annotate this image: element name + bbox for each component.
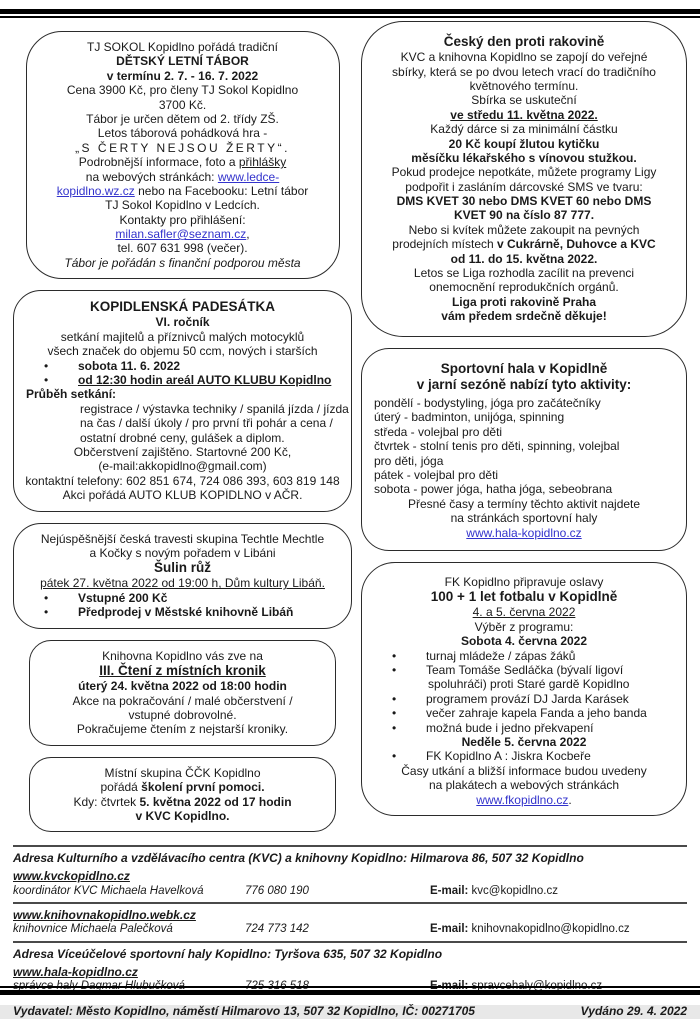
text-line	[366, 468, 682, 482]
text-line	[366, 589, 682, 605]
text-line	[366, 706, 682, 720]
issue-date: Vydáno 29. 4. 2022	[580, 1004, 687, 1019]
bullet-icon: •	[392, 648, 397, 663]
text-line	[34, 795, 331, 809]
text-line	[366, 151, 682, 165]
text-segment: vstupné dobrovolné.	[128, 708, 237, 723]
text-line	[366, 649, 682, 663]
text-segment: květnového termínu.	[469, 78, 579, 93]
text-segment: sbírky, která se po dvou letech vrací do tradičního	[392, 64, 656, 79]
text-segment: Tábor je pořádán s finanční podporou města	[64, 255, 301, 270]
text-segment: Sportovní hala v Kopidlně	[440, 360, 608, 376]
text-segment: Nebo si kvítek můžete zakoupit na pevných	[408, 222, 640, 237]
text-line	[34, 694, 331, 708]
box-chronicle-reading	[29, 640, 336, 746]
text-line	[18, 402, 347, 416]
bullet-text	[78, 359, 180, 373]
bullet-icon: •	[392, 691, 397, 706]
text-line	[366, 526, 682, 540]
text-line	[31, 256, 335, 270]
text-segment: úterý 24. května 2022 od 18:00 hodin	[78, 679, 287, 694]
text-segment: TJ SOKOL Kopidlno pořádá tradiční	[87, 40, 278, 54]
text-line	[18, 299, 347, 315]
text-segment: Kontakty pro přihlášení:	[119, 212, 246, 227]
content-columns	[0, 18, 700, 843]
box-sports-hall	[361, 348, 687, 551]
text-segment: nebo na Facebooku: Letní tábor	[134, 183, 309, 198]
text-segment: Knihovna Kopidlno vás zve na	[102, 648, 263, 663]
text-line	[31, 98, 335, 112]
text-line	[31, 213, 335, 227]
text-segment: Liga proti rakovině Praha	[451, 294, 597, 309]
text-segment: (e-mail:akkopidlno@gmail.com)	[98, 459, 267, 474]
text-segment: VI. ročník	[155, 315, 210, 330]
text-segment: onemocnění reprodukčních orgánů.	[429, 280, 619, 295]
text-line	[366, 575, 682, 589]
text-line	[31, 112, 335, 126]
text-line	[366, 223, 682, 237]
text-segment: Vstupné 200 Kč	[78, 590, 168, 605]
text-line	[366, 634, 682, 648]
text-line	[18, 359, 347, 373]
text-segment: středa - volejbal pro děti	[374, 424, 503, 439]
text-segment: tel. 607 631 998 (večer).	[117, 241, 248, 256]
bottom-double-rule	[0, 986, 700, 995]
text-line	[18, 532, 347, 546]
hyperlink[interactable]: kopidlno.wz.cz	[56, 183, 135, 198]
text-line	[31, 126, 335, 140]
box-cancer-day	[361, 21, 687, 337]
top-double-rule	[0, 9, 700, 18]
text-line	[366, 309, 682, 323]
text-segment: v termínu 2. 7. - 16. 7. 2022	[106, 68, 259, 83]
text-segment: Cena 3900 Kč, pro členy TJ Sokol Kopidlno	[66, 83, 299, 98]
text-line	[366, 122, 682, 136]
library-phone: 724 773 142	[245, 923, 309, 936]
bullet-icon: •	[44, 358, 49, 373]
text-line	[366, 34, 682, 50]
bullet-text	[426, 692, 629, 706]
text-segment: Podrobnější informace, foto a	[78, 155, 239, 170]
email-label: E-mail:	[430, 884, 469, 897]
text-line	[366, 454, 682, 468]
kvc-phone: 776 080 190	[245, 884, 309, 897]
text-line	[34, 663, 331, 679]
text-line	[366, 439, 682, 453]
text-segment: měsíčku lékařského s vínovou stužkou.	[411, 150, 637, 165]
text-line	[18, 445, 347, 459]
text-line	[366, 511, 682, 525]
text-segment: 5. května 2022 od 17 hodin	[139, 794, 292, 809]
text-line	[366, 180, 682, 194]
text-segment: KVET 90 na číslo 87 777.	[453, 208, 595, 223]
text-line	[18, 459, 347, 473]
text-line	[366, 778, 682, 792]
text-segment: školení první pomoci.	[141, 780, 265, 795]
text-segment: ve středu 11. května 2022.	[450, 107, 598, 122]
text-line	[366, 721, 682, 735]
divider	[13, 941, 687, 943]
text-line	[31, 227, 335, 241]
text-line	[366, 50, 682, 64]
bullet-icon: •	[44, 373, 49, 387]
text-line	[366, 194, 682, 208]
text-segment: v jarní sezóně nabízí tyto aktivity:	[416, 376, 632, 392]
text-segment: na čas / další úkoly / pro první tři pohár a cena /	[80, 416, 333, 431]
text-line	[366, 137, 682, 151]
text-segment: KVC a knihovna Kopidlno se zapojí do veřejné	[400, 50, 648, 65]
text-segment: na plakátech a webových stránkách	[428, 778, 620, 793]
text-segment: Předprodej v Městské knihovně Libáň	[78, 605, 294, 620]
bullet-icon: •	[44, 605, 49, 620]
text-line	[366, 361, 682, 377]
text-segment: čtvrtek - stolní tenis pro děti, spinning, volejbal	[374, 439, 620, 454]
text-segment: Výběr z programu:	[474, 619, 574, 634]
text-line	[366, 252, 682, 266]
text-segment: setkání majitelů a příznivců malých motocyklů	[60, 329, 305, 344]
text-line	[366, 425, 682, 439]
text-segment: sobota 11. 6. 2022	[78, 358, 181, 373]
text-segment: všech značek do objemu 50 ccm, nových i starších	[47, 344, 318, 359]
text-line	[34, 649, 331, 663]
hyperlink[interactable]: www.ledce-	[217, 169, 280, 184]
text-line	[366, 65, 682, 79]
text-line	[34, 809, 331, 823]
text-line	[34, 780, 331, 794]
text-line	[366, 620, 682, 634]
text-segment: III. Čtení z místních kronik	[99, 663, 266, 679]
text-segment: TJ Sokol Kopidlno v Ledcích.	[105, 198, 260, 213]
text-line	[366, 165, 682, 179]
text-segment: Přesné časy a termíny těchto aktivit najdete	[407, 496, 641, 511]
text-segment: programem provází DJ Jarda Karásek	[426, 691, 629, 706]
bullet-text	[78, 373, 331, 387]
text-segment: pro děti, jóga	[374, 453, 444, 468]
text-segment: Časy utkání a bližší informace budou uvedeny	[401, 763, 647, 778]
text-segment: Akce na pokračování / malé občerstvení /	[72, 693, 293, 708]
text-segment: podpořit i zasláním dárcovské SMS ve tvaru:	[405, 179, 643, 194]
library-contact-row	[13, 923, 687, 937]
text-line	[366, 749, 682, 763]
text-segment: od 12:30 hodin areál AUTO KLUBU Kopidlno	[78, 373, 332, 387]
text-segment: pondělí - bodystyling, jóga pro začátečníky	[374, 395, 601, 410]
bullet-icon: •	[392, 720, 397, 735]
box-kopidlenska-padesatka	[13, 290, 352, 511]
text-segment: pořádá	[100, 780, 142, 795]
bullet-icon: •	[392, 749, 397, 764]
email-label: E-mail:	[430, 923, 469, 936]
text-segment: 20 Kč koupí žlutou kytičku	[448, 136, 600, 151]
text-segment: od 11. do 15. května 2022.	[450, 251, 598, 266]
text-line	[366, 295, 682, 309]
text-segment: 4. a 5. června 2022	[472, 605, 576, 620]
box-football-anniversary	[361, 562, 687, 816]
bullet-text	[426, 721, 593, 735]
text-line	[34, 679, 331, 693]
box-travesti-show	[13, 523, 352, 629]
hyperlink[interactable]: www.fkopidlno.cz	[476, 792, 569, 807]
text-segment: Každý dárce si za minimální částku	[430, 122, 618, 137]
text-line	[366, 663, 682, 677]
text-segment: 100 + 1 let fotbalu v Kopidlně	[430, 589, 618, 605]
text-segment: Letos táborová pohádková hra -	[97, 126, 268, 141]
text-line	[18, 344, 347, 358]
text-line	[366, 280, 682, 294]
text-segment: FK Kopidlno A : Jiskra Kocbeře	[426, 749, 591, 764]
kvc-email	[430, 885, 558, 899]
library-email	[430, 923, 630, 937]
text-line	[31, 83, 335, 97]
text-line	[31, 40, 335, 54]
left-column	[13, 18, 352, 843]
text-segment: úterý - badminton, unijóga, spinning	[374, 410, 565, 425]
bullet-text	[78, 605, 293, 619]
text-line	[18, 315, 347, 329]
text-line	[366, 692, 682, 706]
text-line	[366, 93, 682, 107]
text-line	[366, 605, 682, 619]
kvc-address-title: Adresa Kulturního a vzdělávacího centra (KVC) a knihovny Kopidlno: Hilmarova 86, 507 32 Kopidlno	[13, 850, 584, 865]
email-address[interactable]: knihovnakopidlno@kopidlno.cz	[471, 923, 630, 936]
text-segment: Šulin růž	[154, 560, 211, 576]
text-segment: „S ČERTY NEJSOU ŽERTY“.	[75, 140, 290, 155]
bullet-text	[78, 591, 167, 605]
text-segment: .	[568, 792, 572, 807]
divider	[13, 845, 687, 847]
text-segment: Neděle 5. června 2022	[461, 734, 587, 749]
text-line	[366, 497, 682, 511]
bullet-text	[426, 649, 575, 663]
text-segment: možná bude i jedno překvapení	[426, 720, 594, 735]
text-segment: Pokračujeme čtením z nejstarší kroniky.	[76, 722, 289, 737]
text-segment: přihlášky	[238, 155, 287, 170]
text-segment: Místní skupina ČČK Kopidlno	[104, 765, 261, 780]
text-segment: Nejúspěšnější česká travesti skupina Techtle Mechtle	[40, 531, 325, 546]
text-segment: Akci pořádá AUTO KLUB KOPIDLNO v AČR.	[62, 488, 303, 503]
text-line	[366, 208, 682, 222]
text-line	[18, 560, 347, 576]
text-line	[366, 396, 682, 410]
bullet-icon: •	[392, 663, 397, 678]
text-line	[366, 735, 682, 749]
bullet-text	[426, 749, 591, 763]
text-segment: sobota - power jóga, hatha jóga, sebeobrana	[374, 482, 613, 497]
text-segment: pátek - volejbal pro děti	[374, 467, 499, 482]
text-segment: ,	[246, 227, 250, 242]
text-line	[366, 764, 682, 778]
hyperlink[interactable]: www.hala-kopidlno.cz	[466, 525, 582, 540]
text-segment: a Kočky s novým pořadem v Libáni	[89, 545, 276, 560]
text-line	[31, 54, 335, 68]
text-segment: Občerstvení zajištěno. Startovné 200 Kč,	[73, 444, 292, 459]
text-segment: Pokud prodejce nepotkáte, můžete programy Ligy	[391, 165, 657, 180]
text-line	[18, 546, 347, 560]
text-segment: pátek 27. května 2022 od 19:00 h, Dům kultury Libáň.	[40, 576, 325, 591]
kvc-coordinator-name: koordinátor KVC Michaela Havelková	[13, 884, 204, 897]
text-line	[34, 722, 331, 736]
text-line	[366, 482, 682, 496]
text-segment: FK Kopidlno připravuje oslavy	[444, 574, 604, 589]
text-segment: Český den proti rakovině	[443, 34, 605, 49]
text-segment: DĚTSKÝ LETNÍ TÁBOR	[116, 54, 249, 69]
text-segment: na webových stránkách:	[85, 169, 218, 184]
text-segment: kontaktní telefony: 602 851 674, 724 086 393, 603 819 148	[25, 473, 340, 488]
text-line	[366, 677, 682, 691]
text-segment: Letos se Liga rozhodla zacílit na prevenci	[413, 266, 635, 281]
publisher-row	[13, 1004, 687, 1018]
text-line	[18, 431, 347, 445]
text-line	[31, 141, 335, 155]
text-segment: v KVC Kopidlno.	[135, 808, 230, 823]
bullet-icon: •	[44, 590, 49, 605]
divider	[13, 902, 687, 904]
text-line	[18, 416, 347, 430]
text-segment: KOPIDLENSKÁ PADESÁTKA	[89, 299, 275, 315]
text-segment: Team Tomáše Sedláčka (bývalí ligoví	[426, 663, 624, 678]
text-line	[366, 793, 682, 807]
text-line	[34, 708, 331, 722]
text-line	[366, 266, 682, 280]
text-segment: vám předem srdečně děkuje!	[441, 309, 607, 324]
text-segment: večer zahraje kapela Fanda a jeho banda	[426, 706, 647, 721]
kvc-contact-row	[13, 885, 687, 899]
hall-address-title: Adresa Víceúčelové sportovní haly Kopidlno: Tyršova 635, 507 32 Kopidlno	[13, 946, 443, 961]
text-segment: DMS KVET 30 nebo DMS KVET 60 nebo DMS	[396, 194, 652, 209]
text-line	[18, 373, 347, 387]
text-line	[366, 108, 682, 122]
text-segment: na stránkách sportovní haly	[450, 511, 598, 526]
text-line	[31, 241, 335, 255]
text-line	[31, 198, 335, 212]
text-segment: 3700 Kč.	[158, 97, 207, 112]
text-line	[18, 488, 347, 502]
text-line	[31, 69, 335, 83]
librarian-name: knihovnice Michaela Palečková	[13, 923, 173, 936]
library-website-link[interactable]: www.knihovnakopidlno.webk.cz	[13, 907, 196, 922]
text-line	[366, 377, 682, 393]
text-segment: Sobota 4. června 2022	[460, 634, 588, 649]
hall-website-link[interactable]: www.hala-kopidlno.cz	[13, 965, 138, 980]
text-line	[366, 237, 682, 251]
text-line	[31, 155, 335, 169]
text-segment: registrace / výstavka techniky / spanilá jízda / jízda	[80, 401, 349, 416]
text-segment: Průběh setkání:	[26, 387, 117, 402]
kvc-website-link[interactable]: www.kvckopidlno.cz	[13, 869, 130, 884]
text-segment: prodejních místech	[392, 237, 497, 252]
text-line	[34, 766, 331, 780]
right-column	[361, 18, 687, 843]
bullet-text	[426, 663, 623, 677]
text-segment: ostatní drobné ceny, gulášek a diplom.	[80, 430, 285, 445]
bullet-text	[426, 706, 647, 720]
box-first-aid-training	[29, 757, 336, 833]
text-line	[18, 474, 347, 488]
text-line	[31, 184, 335, 198]
text-line	[366, 79, 682, 93]
text-line	[18, 591, 347, 605]
hyperlink[interactable]: milan.safler@seznam.cz	[115, 227, 247, 242]
email-address[interactable]: kvc@kopidlno.cz	[471, 884, 559, 897]
text-line	[18, 330, 347, 344]
text-segment: v Cukrárně, Duhovce a KVC	[497, 237, 656, 252]
text-segment: spoluhráči) proti Staré gardě Kopidlno	[428, 677, 630, 692]
text-segment: Tábor je určen dětem od 2. třídy ZŠ.	[86, 111, 279, 126]
text-line	[366, 410, 682, 424]
text-segment: Kdy: čtvrtek	[73, 794, 140, 809]
text-line	[18, 605, 347, 619]
publisher-info: Vydavatel: Město Kopidlno, náměstí Hilmarovo 13, 507 32 Kopidlno, IČ: 00271705	[13, 1004, 475, 1019]
bullet-icon: •	[392, 706, 397, 721]
text-line	[18, 576, 347, 590]
box-summer-camp	[26, 31, 340, 279]
text-line	[18, 387, 347, 401]
text-line	[31, 170, 335, 184]
text-segment: Sbírka se uskuteční	[471, 93, 577, 108]
text-segment: turnaj mládeže / zápas žáků	[426, 648, 576, 663]
